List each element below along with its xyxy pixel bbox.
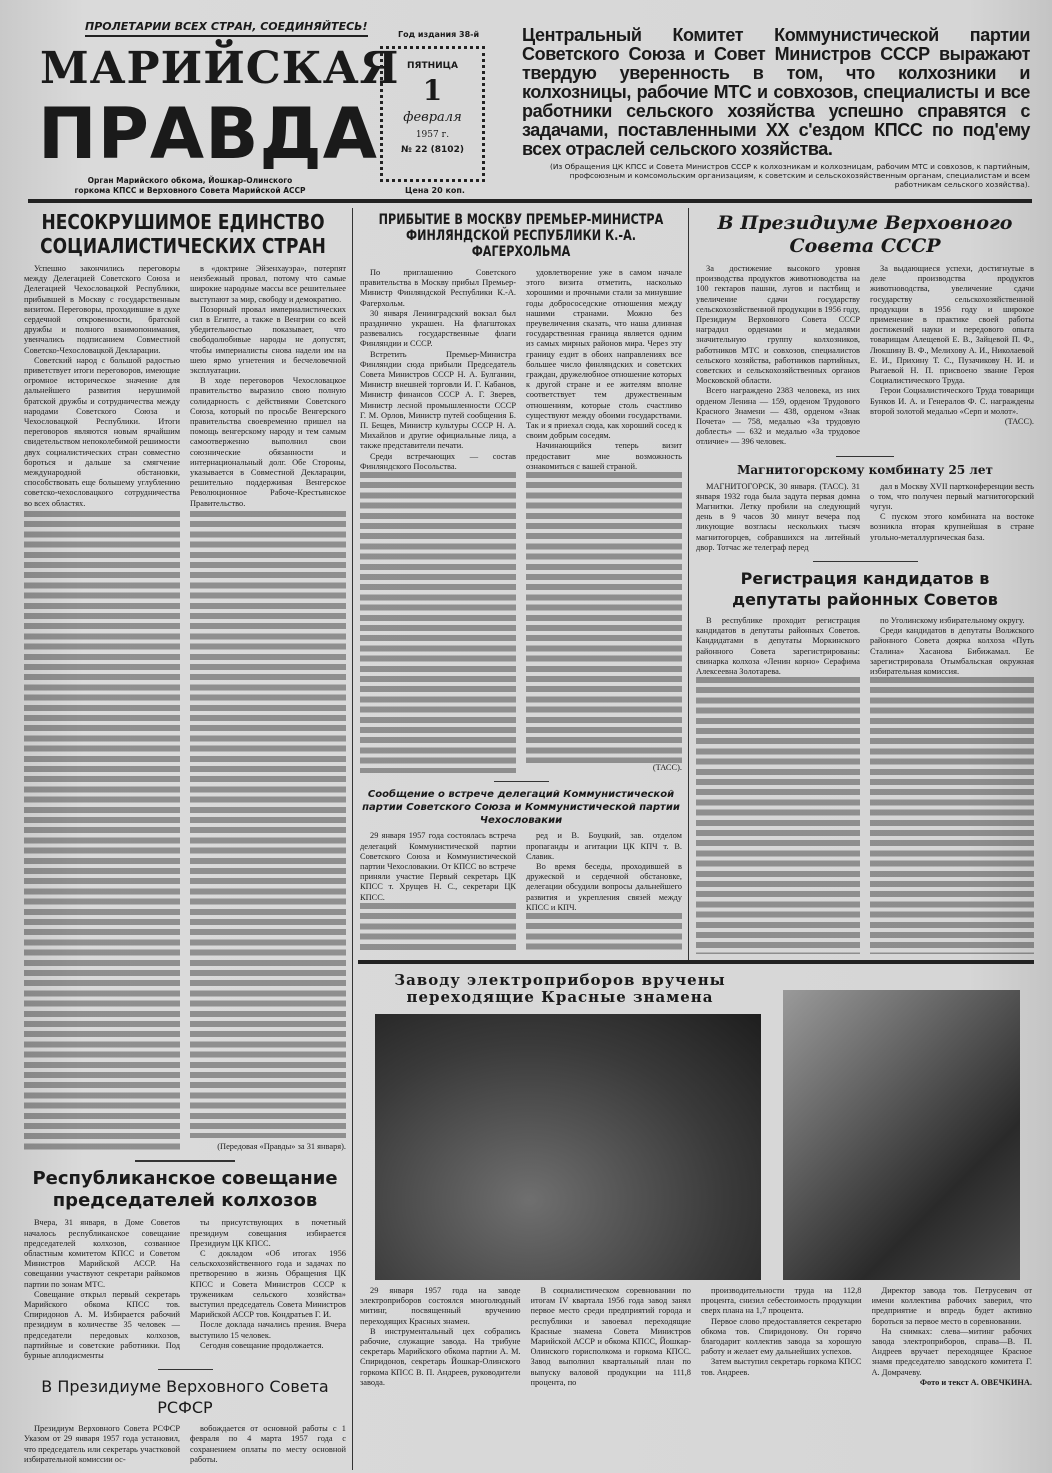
paragraph: За достижение высокого уровня производства продуктов животноводства на 100 гектаров пашни, лугов и пастбищ и увеличение сдачи государству сельскохозяйственной продукции в 1956 году, Президиум Верховного Совета СССР наградил орденами и медалями значительную группу колхозников, работников МТС и совхозов, специалистов сельского хозяйства, работников партийных, советских и сельскохозяйственных органов Московской области.: [696, 264, 860, 386]
paragraph: В социалистическом соревновании по итогам IV квартала 1956 года завод занял первое место среди предприятий города и республики и завоевал переходящие Красные знамена Совета Министров Марийской АССР и обкома КПСС, Йошкар-Олинского горисполкома и горкома КПСС. Завод выполнил квартальный план по выпуску валовой продукции на 111,8 процента, по: [530, 1286, 691, 1387]
photo-rally: [375, 1014, 761, 1280]
text-block: [526, 913, 682, 954]
finland-headline: ПРИБЫТИЕ В МОСКВУ ПРЕМЬЕР-МИНИСТРА ФИНЛЯНДСКОЙ РЕСПУБЛИКИ К.-А. ФАГЕРХОЛЬМА: [378, 212, 664, 260]
paragraph: В ходе переговоров Чехословацкое правительство выразило свою полную солидарность с действиями Советского Союза, который по просьбе Венгерского правительства своевременно пришел на помощь венгерскому народу и тем самым самоотверженно выполнил свои союзнические обязанности и интернациональный долг. Обе Стороны, указывается в Совместной Декларации, решительно поддерживая Венгерское Революционное Рабоче-Крестьянское Правительство.: [190, 376, 346, 508]
front-quote: Центральный Комитет Коммунистической партии Советского Союза и Совет Министров СССР выражают твердую уверенность в том, что колхозники и колхозницы, рабочие МТС и совхозов, специалисты и все работники сельского хозяйства успешно справятся с задачами, поставленными XX с'ездом КПСС по под'ему всех отраслей сельского хозяйства.: [522, 25, 1030, 159]
presidium-col2: [870, 264, 1034, 448]
finland-col1: [360, 268, 516, 773]
paragraph: Директор завода тов. Петрусевич от имени коллектива рабочих заверил, что предприятие и впредь будет активно бороться за первое место в соревновании.: [871, 1286, 1032, 1326]
paragraph: Президиум Верховного Совета РСФСР Указом от 29 января 1957 года установил, что председатель или секретарь участковой избирательной комиссии ос-: [24, 1424, 180, 1464]
month: февраля: [403, 110, 462, 125]
text-block: [360, 903, 516, 954]
tass-signoff: (ТАСС).: [1004, 417, 1034, 427]
weekday: ПЯТНИЦА: [407, 61, 458, 71]
factory-col3: [701, 1286, 862, 1378]
paragraph: 29 января 1957 года состоялась встреча делегаций Коммунистической партии Советского Союза и Коммунистической партии Чехословакии. От КПСС во встрече приняли участие Первый секретарь ЦК КПСС т. Хрущев Н. С., секретари ЦК КПСС.: [360, 831, 516, 902]
finland-col2: [526, 268, 682, 773]
registration-article: [696, 568, 1034, 954]
czech-article: [360, 788, 682, 954]
masthead-title-line2: ПРАВДА: [38, 93, 378, 175]
paragraph: по Уголинскому избирательному округу.: [880, 616, 1025, 626]
column-rule: [688, 208, 689, 960]
meeting-col1: [24, 1218, 180, 1361]
presidium-col1: [696, 264, 860, 448]
text-block: [24, 511, 180, 1152]
rsfsr-headline: В Президиуме Верховного Совета РСФСР: [41, 1377, 329, 1418]
day: 1: [422, 74, 443, 107]
paragraph: Начинающийся теперь визит предоставит мне возможность ознакомиться с вашей страной.: [526, 441, 682, 471]
paragraph: Первое слово предоставляется секретарю обкома тов. Спиридонову. Он горячо благодарит коллектив завода за хорошую работу и желает ему дальнейших успехов.: [701, 1316, 862, 1357]
meeting-headline: Республиканское совещание председателей колхозов: [32, 1168, 338, 1212]
paragraph: За выдающиеся успехи, достигнутые в деле производства продуктов животноводства, увеличение сдачи государству сельскохозяйственной продукции в 1956 году и широкое применение в практике своей работы достижений науки и передового опыта товарищам Алещевой Е. В., Зайцевой П. Ф., Люкшину В. Ф., Мелихову А. И., Николаевой Е. И., Прихину Т. С., Пузачикову Н. И. и Рыгаевой Н. П. присвоено звание Героя Социалистического Труда.: [870, 264, 1034, 386]
factory-col1: [360, 1286, 521, 1388]
paragraph: С пуском этого комбината на востоке возникла вторая крупнейшая в стране угольно-металлургическая база.: [870, 512, 1034, 542]
paragraph: В республике проходит регистрация кандидатов в депутаты районных Советов. Кандидатами в депутаты Моркинского районного Совета зарегистрированы: свинарка колхоза «Ленин корно» Серафима Алексеевна Золотарева.: [696, 616, 860, 677]
paragraph: дал в Москву XVII партконференции весть о том, что получен первый магнитогорский чугун.: [870, 481, 1034, 512]
magnitogorsk-col2: [870, 482, 1034, 553]
section-rule: [358, 960, 1034, 964]
paragraph: в «доктрине Эйзенхауэра», потерпят неизбежный провал, потому что самые широкие народные массы все решительнее выступают за мир, свободу и демократию.: [190, 264, 346, 304]
masthead-rule: [28, 199, 1032, 203]
paragraph: 30 января Ленинградский вокзал был празднично украшен. На флагштоках развевались государственные флаги Финляндии и СССР.: [360, 308, 516, 349]
quote-source: (Из Обращения ЦК КПСС и Совета Министров СССР к колхозникам и колхозницам, рабочим МТС и совхозов, к партийным, профсоюзным и комсомольским организациям, к советским и сельскохозяйственным органам, специалистам и всем работникам сельского хозяйства).: [549, 162, 1030, 189]
year: 1957 г.: [415, 130, 450, 140]
paragraph: ты присутствующих в почетный президиум совещания избирается Президиум ЦК КПСС.: [190, 1218, 346, 1248]
publication-year: Год издания 38-й: [398, 30, 480, 39]
rsfsr-col2: [190, 1424, 346, 1465]
paragraph: Сегодня совещание продолжается.: [200, 1340, 324, 1350]
magnitogorsk-article: [696, 463, 1034, 553]
finland-article: [360, 212, 682, 773]
paragraph: С докладом «Об итогах 1956 сельскохозяйственного года и задачах по претворению в жизнь Обращения ЦК КПСС и Совета Министров СССР к труженикам сельского хозяйства» выступил председатель Совета Министров Марийской АССР тов. Кондратьев Г. И.: [190, 1248, 346, 1320]
paragraph: производительности труда на 112,8 процента, снизил себестоимость продукции сверх плана на 1,7 процента.: [701, 1286, 862, 1316]
czech-headline: Сообщение о встрече делегаций Коммунистической партии Советского Союза и Коммунистической партии Чехословакии: [362, 789, 680, 827]
paragraph: 29 января 1957 года на заводе электроприборов состоялся многолюдный митинг, посвященный вручению переходящих Красных знамен.: [360, 1286, 521, 1326]
rsfsr-col1: [24, 1424, 180, 1465]
paragraph: МАГНИТОГОРСК, 30 января. (ТАСС). 31 января 1932 года была задута первая домна Магнитки. Летку пробили на следующий день в 9 часов 30 минут вечера под ликующие возгласы нескольких тысяч магнитогорцев, собравшихся на литейный двор. Тотчас же телеграф перед: [696, 481, 860, 552]
text-block: [526, 472, 682, 763]
photo-banner-presentation: [783, 990, 1020, 1280]
magnitogorsk-col1: [696, 482, 860, 553]
paragraph: На снимках: слева—митинг рабочих завода электроприборов, справа—В. П. Андреев вручает переходящее Красное знамя председателю заводского комитета Г. А. Домрачеву.: [871, 1326, 1032, 1377]
czech-col1: [360, 831, 516, 954]
lead-footer: (Передовая «Правды» за 31 января).: [217, 1142, 346, 1152]
presidium-article: [696, 212, 1034, 448]
front-quote-block: [522, 26, 1030, 189]
czech-col2: [526, 831, 682, 954]
separator: [135, 1160, 235, 1162]
paragraph: Вчера, 31 января, в Доме Советов началось республиканское совещание председателей колхозов, созванное областным комитетом КПСС и Советом Министров Марийской АССР. На совещании участвуют секретари райкомов партии по зонам МТС.: [24, 1218, 180, 1289]
text-block: [696, 677, 860, 954]
paragraph: Во время беседы, проходившей в дружеской и сердечной обстановке, делегации обсудили вопросы дальнейшего развития и укрепления связей между КПСС и КПЧ.: [526, 861, 682, 912]
factory-col2: [531, 1286, 692, 1388]
date-box: [380, 46, 485, 182]
lead-col2: [190, 264, 346, 1152]
registration-col2: [870, 616, 1034, 954]
text-block: [190, 511, 346, 1138]
text-block: [360, 472, 516, 773]
separator: [494, 781, 549, 782]
right-column: [696, 212, 1034, 954]
price: Цена 20 коп.: [405, 186, 465, 195]
separator: [836, 456, 894, 457]
paragraph: вобождается от основной работы с 1 февраля по 4 марта 1957 года с сохранением оплаты по месту основной работы.: [190, 1424, 346, 1464]
middle-column: [360, 212, 682, 954]
photo-credit: Фото и текст А. ОВЕЧКИНА.: [919, 1377, 1032, 1387]
registration-col1: [696, 616, 860, 954]
paragraph: После доклада начались прения. Вчера выступило 15 человек.: [190, 1320, 346, 1340]
tass-signoff: (ТАСС).: [652, 763, 682, 773]
meeting-col2: [190, 1218, 346, 1361]
factory-text: [360, 1286, 1032, 1388]
text-block: [870, 677, 1034, 954]
magnitogorsk-headline: Магнитогорскому комбинату 25 лет: [737, 462, 993, 477]
rsfsr-article: [24, 1376, 346, 1465]
paragraph: удовлетворение уже в самом начале этого визита отметить, насколько хорошими и прочными стали за минувшие годы добрососедские отношения между нашими странами. Можно без преувеличения сказать, что наша длинная государственная граница является одним из самых мирных районов мира. Через эту границу ездит в обоих направлениях все большее число финляндских и советских граждан, дружелюбное отношение которых к другой стране и ее жителям вполне соответствует тем дружественным отношениям, которые столь счастливо существуют между обоими государствами. Так и я приехал сюда, как хороший сосед к своим добрым соседям.: [526, 268, 682, 441]
masthead-title-line1: МАРИЙСКАЯ: [40, 43, 400, 94]
paragraph: Среди кандидатов в депутаты Волжского районного Совета доярка колхоза «Путь Сталина» Хасанова Бибижамал. Ее зарегистрировала Отымбальская окружная избирательная комиссия.: [870, 626, 1034, 677]
paragraph: Позорный провал империалистических сил в Египте, а также в Венгрии со всей убедительностью показывает, что свободолюбивые народы не допустят, чтобы империалисты снова надели им на шею ярмо угнетения и бесчеловечной эксплуатации.: [190, 304, 346, 376]
factory-headline: Заводу электроприборов вручены переходящие Красные знамена: [394, 971, 726, 1006]
left-column: [24, 210, 346, 1465]
masthead-organ: Орган Марийского обкома, Йошкар-Олинского горкома КПСС и Верховного Совета Марийской АССР: [74, 176, 306, 195]
paragraph: По приглашению Советского правительства в Москву прибыл Премьер-Министр Финляндской Республики К.-А. Фагерхольм.: [360, 268, 516, 308]
paragraph: ред и В. Боуцкий, зав. отделом пропаганды и агитации ЦК КПЧ т. В. Славик.: [526, 831, 682, 861]
paragraph: Затем выступил секретарь горкома КПСС тов. Андреев.: [701, 1357, 862, 1377]
separator: [158, 1369, 213, 1370]
factory-col4: [872, 1286, 1033, 1388]
paragraph: Советский народ с большой радостью приветствует итоги переговоров, имеющие огромное историческое значение для дальнейшего развития нерушимой братской дружбы и сотрудничества между народами Советского Союза и Чехословацкой Республики. Итоги переговоров являются новым ярчайшим свидетельством непоколебимой решимости двух социалистических стран совместно бороться и дальше за смягчение международной обстановки, способствовать еще большему углублению советско-чехословацкого сотрудничества во всех областях.: [24, 355, 180, 508]
paragraph: Всего награждено 2383 человека, из них орденом Ленина — 159, орденом Трудового Красного Знамени — 438, орденом «Знак Почета» — 758, медалью «За трудовую доблесть» — 632 и медалью «За трудовое отличие» — 396 человек.: [696, 386, 860, 447]
lead-article: [24, 210, 346, 1152]
slogan: ПРОЛЕТАРИИ ВСЕХ СТРАН, СОЕДИНЯЙТЕСЬ!: [85, 20, 368, 37]
separator: [813, 561, 918, 562]
paragraph: В инструментальный цех собрались рабочие, служащие завода. На трибуне секретарь Марийского обкома партии А. М. Спиридонов, секретарь Йошкар-Олинского горкома КПСС В. П. Андреев, руководители завода.: [360, 1326, 521, 1387]
paragraph: Успешно закончились переговоры между Делегацией Советского Союза и Делегацией Чехословацкой Республики, прибывшей в Москву с государственным визитом. Переговоры, проходившие в духе сердечной откровенности, братской дружбы и полного взаимопонимания, увенчались подписанием Совместной Советско-Чехословацкой Декларации.: [24, 264, 180, 355]
paragraph: Встретить Премьер-Министра Финляндии сюда прибыли Председатель Совета Министров СССР Н. А. Булганин, Министр внешней торговли И. Г. Кабанов, Министр финансов СССР А. Г. Зверев, Министр лесной промышленности СССР Г. М. Орлов, Министр путей сообщения Б. П. Бещев, Министр культуры СССР Н. А. Михайлов и другие официальные лица, а также представители печати.: [360, 349, 516, 451]
lead-col1: [24, 264, 180, 1152]
column-rule: [352, 208, 353, 1470]
presidium-headline: В Президиуме Верховного Совета СССР: [717, 212, 1013, 257]
registration-headline: Регистрация кандидатов в депутаты районных Советов: [732, 569, 998, 610]
paragraph: Среди встречающих — состав Финляндского Посольства.: [360, 451, 516, 471]
lead-headline: НЕСОКРУШИМОЕ ЕДИНСТВО СОЦИАЛИСТИЧЕСКИХ СТРАН: [40, 210, 326, 258]
paragraph: Совещание открыл первый секретарь Марийского обкома КПСС тов. Спиридонов А. М. Избирается рабочий президиум в количестве 35 человек — председатели передовых колхозов, партийные и советские работники. Под бурные аплодисменты: [24, 1289, 180, 1360]
meeting-article: [24, 1168, 346, 1361]
paragraph: Герои Социалистического Труда товарищи Бунков И. А. и Генералов Ф. С. награждены второй золотой медалью «Серп и молот».: [870, 386, 1034, 416]
issue-number: № 22 (8102): [401, 145, 464, 155]
